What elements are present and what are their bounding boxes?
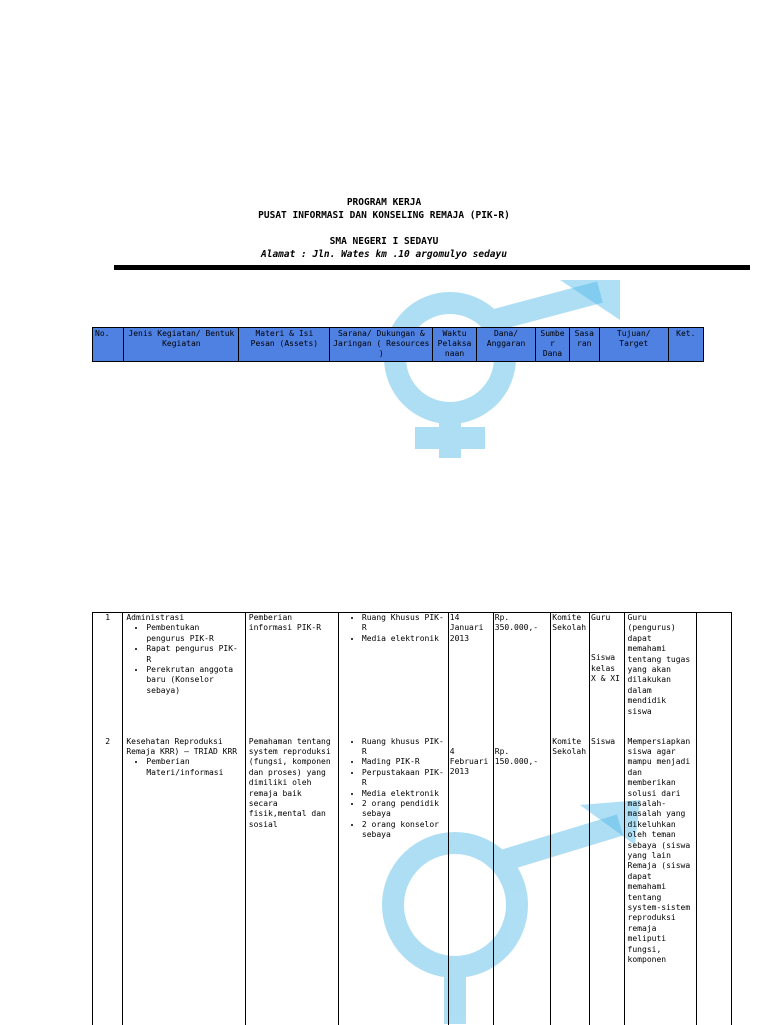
jenis-title: Administrasi — [126, 613, 185, 622]
col-sarana: Sarana/ Dukungan & Jaringan ( Resources ) — [330, 328, 433, 362]
row-sumber: Komite Sekolah — [551, 613, 590, 737]
list-item: • Ruang Khusus PIK-R — [362, 613, 445, 634]
program-title: PROGRAM KERJA — [346, 197, 422, 208]
header-rule — [114, 265, 750, 270]
table-row — [93, 737, 732, 1025]
row-waktu — [448, 737, 493, 1025]
row-no: 1 — [93, 613, 123, 737]
row-ket — [697, 613, 732, 737]
row-tujuan: Guru (pengurus) dapat memahami tentang tugas yang akan dilakukan dalam mendidik siswa — [624, 613, 697, 737]
list-item: • Ruang khusus PIK-R — [362, 737, 445, 758]
dana-text: Rp. 150.000,- — [494, 746, 539, 766]
row-tujuan: Mempersiapkan siswa agar mampu menjadi dan memberikan solusi dari masalah-masalah yang dikeluhkan oleh teman sebaya (siswa yang lain Remaja (siswa dapat memahami tentang system-sistem reproduksi remaja meliputi fungsi, komponen — [624, 737, 697, 1025]
sasaran-1: Guru — [591, 613, 611, 622]
col-ket: Ket. — [668, 328, 703, 362]
col-tujuan: Tujuan/ Target — [599, 328, 668, 362]
row-materi: Pemberian informasi PIK-R — [245, 613, 338, 737]
list-item: • Media elektronik — [362, 789, 445, 799]
row-sumber: Komite Sekolah — [551, 737, 590, 1025]
col-waktu: Waktu Pelaksa naan — [433, 328, 476, 362]
gender-symbol-icon — [320, 280, 630, 460]
col-dana: Dana/ Anggaran — [476, 328, 536, 362]
org-title: PUSAT INFORMASI DAN KONSELING REMAJA (PIK-R) — [258, 210, 510, 221]
col-jenis: Jenis Kegiatan/ Bentuk Kegiatan — [124, 328, 239, 362]
col-no: No. — [93, 328, 124, 362]
row-materi: Pemahaman tentang system reproduksi (fungsi, komponen dan proses) yang dimiliki oleh remaja baik secara fisik,mental dan sosial — [245, 737, 338, 1025]
col-sasaran: Sasa ran — [569, 328, 599, 362]
row-jenis — [123, 737, 245, 1025]
list-item: • Mading PIK-R — [362, 757, 445, 767]
row-waktu: 14 Januari 2013 — [448, 613, 493, 737]
row-sarana — [338, 613, 448, 737]
row-sarana — [338, 737, 448, 1025]
list-item: • Pemberian Materi/informasi — [146, 757, 241, 778]
waktu-text: 4 Februari 2013 — [449, 746, 489, 777]
row-no: 2 — [93, 737, 123, 1025]
list-item: • Media elektronik — [362, 634, 445, 644]
list-item: • 2 orang konselor sebaya — [362, 820, 445, 841]
row-dana: Rp. 350.000,- — [493, 613, 551, 737]
school-address: Alamat : Jln. Wates km .10 argomulyo sedayu — [261, 249, 507, 260]
col-materi: Materi & Isi Pesan (Assets) — [239, 328, 330, 362]
row-sasaran: Siswa — [590, 737, 625, 1025]
row-dana — [493, 737, 551, 1025]
list-item: • Rapat pengurus PIK-R — [146, 644, 241, 665]
school-name: SMA NEGERI I SEDAYU — [329, 236, 439, 247]
list-item: • Perekrutan anggota baru (Konselor sebaya) — [146, 665, 241, 696]
row-sasaran — [590, 613, 625, 737]
row-jenis — [123, 613, 245, 737]
table-row — [93, 613, 732, 737]
program-table — [92, 612, 732, 1025]
col-sumber: Sumbe r Dana — [536, 328, 569, 362]
list-item: • Perpustakaan PIK-R — [362, 768, 445, 789]
list-item: • 2 orang pendidik sebaya — [362, 799, 445, 820]
list-item: • Pembentukan pengurus PIK-R — [146, 623, 241, 644]
table-header — [92, 327, 704, 362]
row-ket — [697, 737, 732, 1025]
jenis-title: Kesehatan Reproduksi Remaja KRR) – TRIAD KRR — [126, 736, 238, 756]
sasaran-2: Siswa kelas X & XI — [591, 653, 620, 684]
